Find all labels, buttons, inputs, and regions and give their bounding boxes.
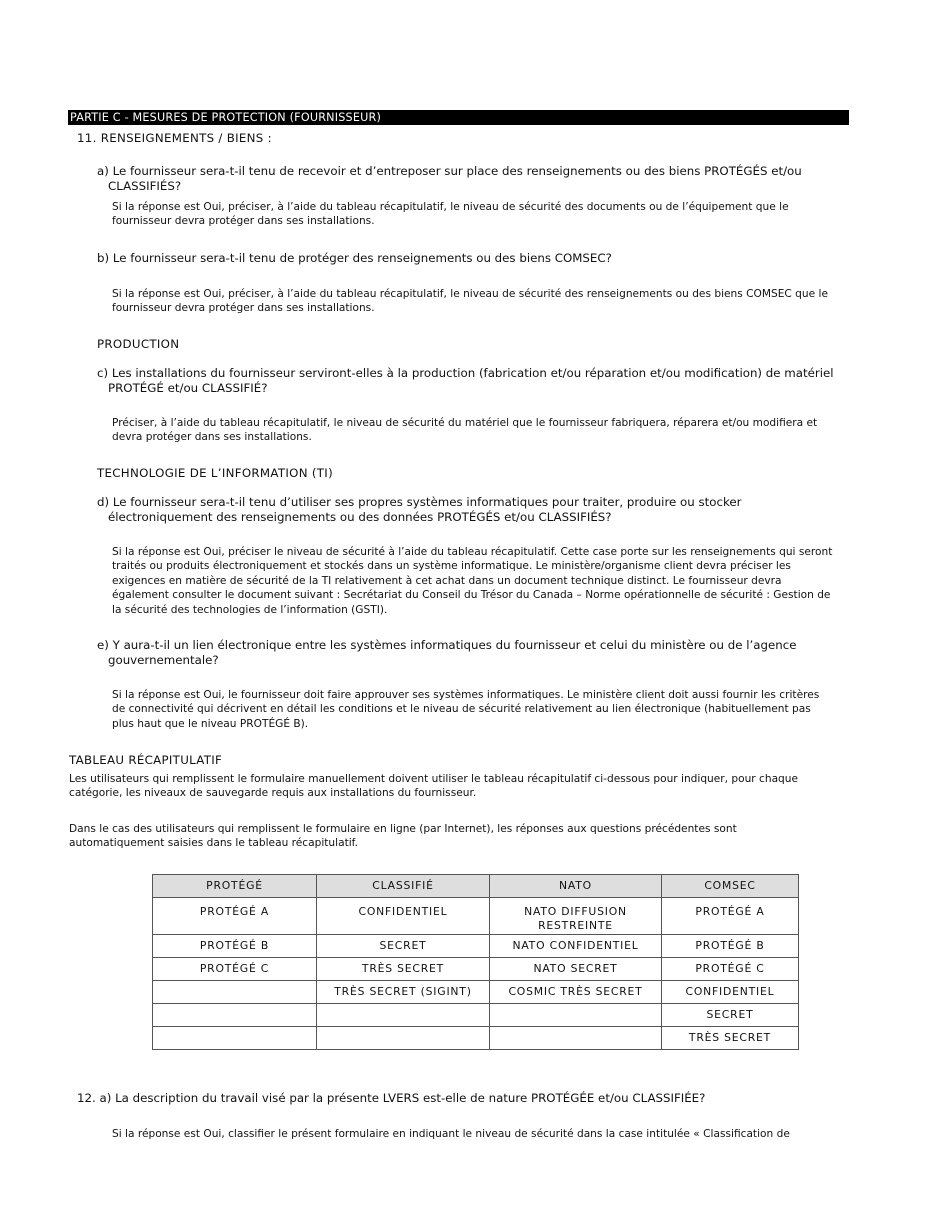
table-cell: NATO SECRET: [490, 958, 662, 981]
ti-heading: TECHNOLOGIE DE L’INFORMATION (TI): [97, 466, 333, 480]
section-header-bar: PARTIE C - MESURES DE PROTECTION (FOURNISSEUR): [68, 110, 849, 125]
question-d: d) Le fournisseur sera-t-il tenu d’utiliser ses propres systèmes informatiques pour traiter, produire ou stocker électroniquement des renseignements ou des données PROTÉGÉS et/ou CLASSIFIÉS?: [97, 495, 742, 524]
table-cell: CONFIDENTIEL: [662, 981, 799, 1004]
recap-heading: TABLEAU RÉCAPITULATIF: [69, 753, 223, 767]
table-cell: [490, 1027, 662, 1050]
table-cell: [153, 981, 317, 1004]
table-cell: NATO DIFFUSION RESTREINTE: [490, 898, 662, 935]
table-cell: SECRET: [317, 935, 490, 958]
col-header-protege: PROTÉGÉ: [153, 875, 317, 898]
table-cell: PROTÉGÉ B: [662, 935, 799, 958]
table-cell: COSMIC TRÈS SECRET: [490, 981, 662, 1004]
table-row: [153, 981, 799, 1004]
table-row: [153, 958, 799, 981]
table-row: [153, 1004, 799, 1027]
table-cell: PROTÉGÉ C: [153, 958, 317, 981]
note-b: Si la réponse est Oui, préciser, à l’aide du tableau récapitulatif, le niveau de sécurité des renseignements ou des biens COMSEC que le fournisseur devra protéger dans ses installations.: [112, 288, 828, 315]
question-12a: 12. a) La description du travail visé par la présente LVERS est-elle de nature PROTÉGÉE et/ou CLASSIFIÉE?: [77, 1091, 706, 1105]
note-12a: Si la réponse est Oui, classifier le présent formulaire en indiquant le niveau de sécurité dans la case intitulée « Classification de: [112, 1128, 790, 1140]
table-row: [153, 898, 799, 935]
question-c: c) Les installations du fournisseur serviront-elles à la production (fabrication et/ou réparation et/ou modification) de matériel PROTÉGÉ et/ou CLASSIFIÉ?: [97, 366, 834, 395]
note-d: Si la réponse est Oui, préciser le niveau de sécurité à l’aide du tableau récapitulatif. Cette case porte sur les renseignements qui seront traités ou produits électroniquement et stockés dans un système informatique. Le ministère/organisme client devra préciser les exigences en matière de sécurité de la TI relativement à cet achat dans un document technique distinct. Le fournisseur devra également consulter le document suivant : Secrétariat du Conseil du Trésor du Canada – Norme opérationnelle de sécurité : Gestion de la sécurité des technologies de l’information (GSTI).: [112, 546, 833, 616]
recap-table: [152, 874, 799, 1050]
table-cell: PROTÉGÉ A: [662, 898, 799, 935]
recap-paragraph-1: Les utilisateurs qui remplissent le formulaire manuellement doivent utiliser le tableau récapitulatif ci-dessous pour indiquer, pour chaque catégorie, les niveaux de sauvegarde requis aux installations du fournisseur.: [69, 773, 799, 800]
table-cell: PROTÉGÉ B: [153, 935, 317, 958]
table-row: [153, 935, 799, 958]
note-a: Si la réponse est Oui, préciser, à l’aide du tableau récapitulatif, le niveau de sécurité des documents ou de l’équipement que le fournisseur devra protéger dans ses installations.: [112, 201, 789, 228]
table-cell: TRÈS SECRET (SIGINT): [317, 981, 490, 1004]
table-cell: [317, 1004, 490, 1027]
table-cell: [317, 1027, 490, 1050]
table-cell: NATO CONFIDENTIEL: [490, 935, 662, 958]
table-row: [153, 1027, 799, 1050]
col-header-classifie: CLASSIFIÉ: [317, 875, 490, 898]
question-a: a) Le fournisseur sera-t-il tenu de recevoir et d’entreposer sur place des renseignements ou des biens PROTÉGÉS et/ou CLASSIFIÉS?: [97, 164, 802, 193]
table-cell: [153, 1004, 317, 1027]
table-cell: CONFIDENTIEL: [317, 898, 490, 935]
table-cell: TRÈS SECRET: [662, 1027, 799, 1050]
recap-header-row: [153, 875, 799, 898]
table-cell: TRÈS SECRET: [317, 958, 490, 981]
question-b: b) Le fournisseur sera-t-il tenu de protéger des renseignements ou des biens COMSEC?: [97, 251, 612, 265]
production-heading: PRODUCTION: [97, 337, 180, 351]
note-c: Préciser, à l’aide du tableau récapitulatif, le niveau de sécurité du matériel que le fournisseur fabriquera, réparera et/ou modifiera et devra protéger dans ses installations.: [112, 417, 818, 444]
col-header-nato: NATO: [490, 875, 662, 898]
note-e: Si la réponse est Oui, le fournisseur doit faire approuver ses systèmes informatiques. Le ministère client doit aussi fournir les critères de connectivité qui décrivent en détail les conditions et le niveau de sécurité relativement au lien électronique (habituellement pas plus haut que le niveau PROTÉGÉ B).: [112, 689, 820, 730]
table-cell: [153, 1027, 317, 1050]
table-cell: PROTÉGÉ A: [153, 898, 317, 935]
question-e: e) Y aura-t-il un lien électronique entre les systèmes informatiques du fournisseur et celui du ministère ou de l’agence gouvernementale?: [97, 638, 797, 667]
table-cell: [490, 1004, 662, 1027]
table-cell: PROTÉGÉ C: [662, 958, 799, 981]
recap-paragraph-2: Dans le cas des utilisateurs qui remplissent le formulaire en ligne (par Internet), les réponses aux questions précédentes sont automatiquement saisies dans le tableau récapitulatif.: [69, 823, 737, 850]
table-cell: SECRET: [662, 1004, 799, 1027]
q11-title: 11. RENSEIGNEMENTS / BIENS :: [77, 131, 272, 145]
col-header-comsec: COMSEC: [662, 875, 799, 898]
